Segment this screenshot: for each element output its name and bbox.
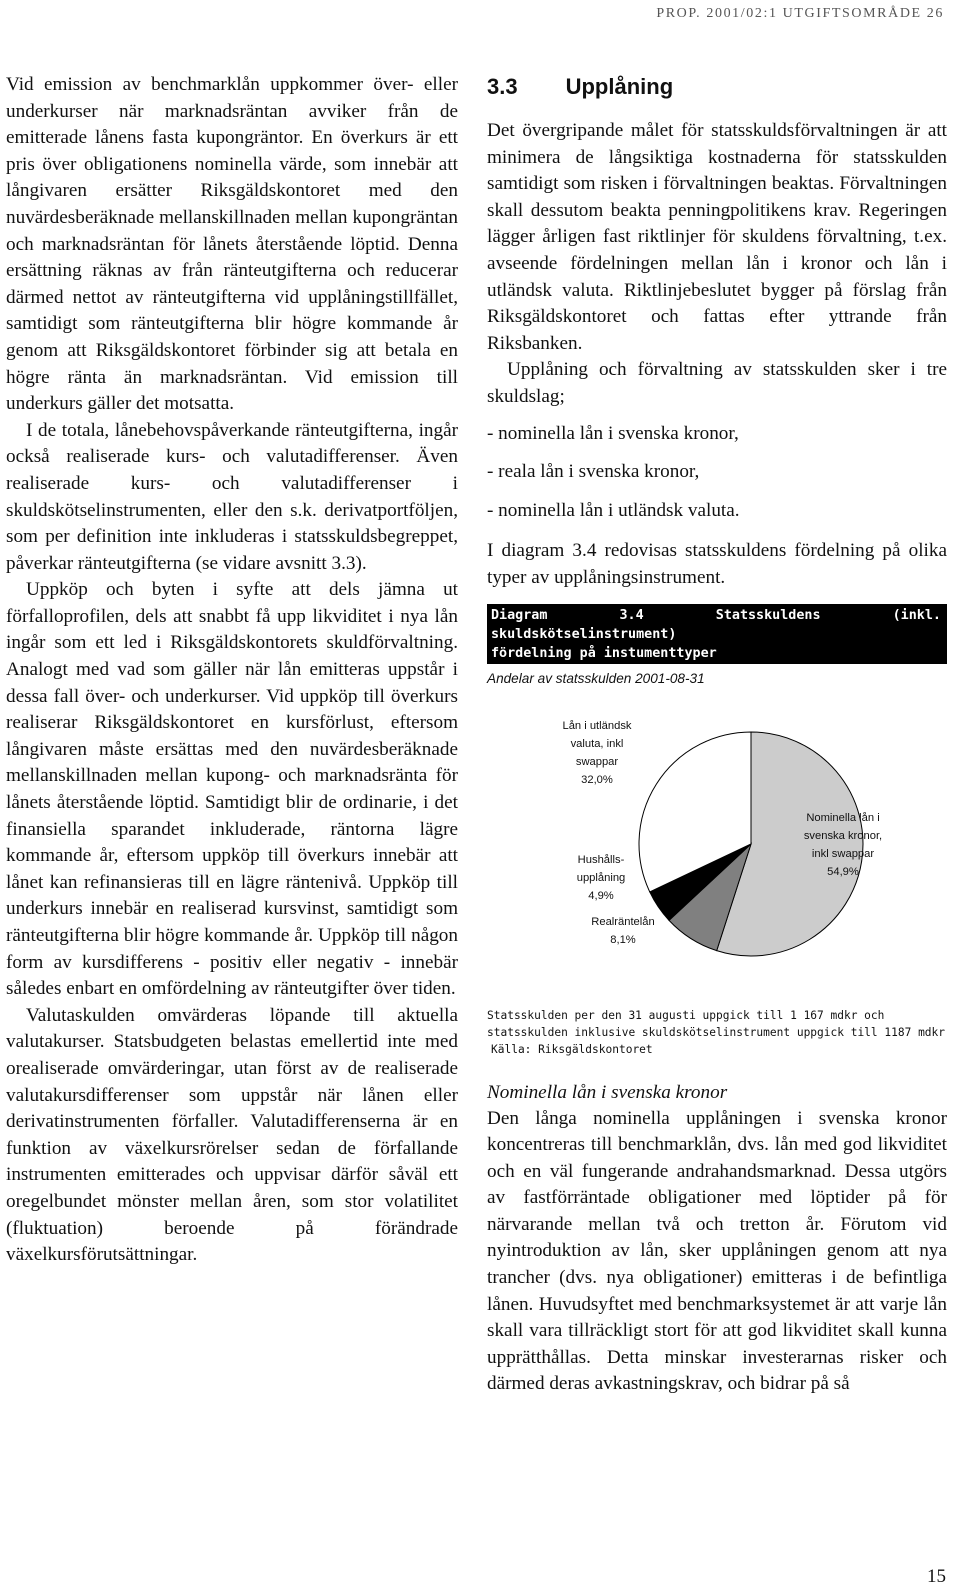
paragraph: Upplåning och förvaltning av statsskulden sker i tre skuldslag; xyxy=(487,359,947,407)
label-line: Hushålls- xyxy=(577,853,625,866)
list-item: - nominella lån i svenska kronor, xyxy=(487,422,739,444)
left-column xyxy=(6,72,458,1269)
label-value: 32,0% xyxy=(581,773,613,786)
diagram xyxy=(487,604,947,1058)
paragraph: Den långa nominella upplåningen i svenska kronor koncentreras till benchmarklån, dvs. lån med god likviditet och en väl fungerande andrahandsmarknad. Dessa utgörs av fastförräntade obligationer med löptider på för närvarande mellan två och tretton år. Förutom vid nyintroduktion av lån, sker upplåningen genom att nya trancher (dvs. nya obligationer) emitteras i de befintliga lånen. Huvudsyftet med benchmarksystemet är att varje lån skall vara tillräckligt stort för att god likviditet skall kunna upprätthållas. Detta minskar investerarnas risker och därmed deras avkastningskrav, och bidrar på så xyxy=(487,1107,947,1395)
debt-type-list xyxy=(487,421,947,525)
label-foreign xyxy=(549,717,645,789)
list-item: - nominella lån i utländsk valuta. xyxy=(487,499,740,521)
label-line: valuta, inkl xyxy=(570,737,624,750)
label-value: 4,9% xyxy=(588,889,614,902)
label-value: 8,1% xyxy=(610,933,636,946)
diagram-subtitle: Andelar av statsskulden 2001-08-31 xyxy=(487,670,705,686)
diagram-source: Källa: Riksgäldskontoret xyxy=(491,1042,653,1056)
diagram-note: Statsskulden per den 31 augusti uppgick till 1 167 mdkr och statsskulden inklusive skuldskötselinstrument uppgick till 1187 mdkr xyxy=(487,1008,946,1039)
section-title: Upplåning xyxy=(565,74,674,99)
label-line: svenska kronor, xyxy=(803,829,883,842)
label-line: upplåning xyxy=(576,871,626,884)
section-heading xyxy=(487,72,947,102)
paragraph: Uppköp och byten i syfte att dels jämna ut förfalloprofilen, dels att snabbt få upp likviditet i nya lån ingår som ett led i Riksgäldskontorets skuldförvaltning. Analogt med vad som gäller när lån emitteras uppstår i dessa fall över- och underkurser. Vid uppköp till överkurs realiserar Riksgäldskontoret en kursförlust, eftersom långivaren måste ersättas med den nuvärdesberäknade mellanskillnaden mellan kupong- och marknadsränta för lånets återstående löptid. Samtidigt blir de ordinarie, i det finansiella sparandet inkluderade, räntorna lägre kommande år, eftersom uppköp till överkurs innebär att lånet kan refinansieras till en lägre räntenivå. Uppköp till underkurs innebär en realiserad kursvinst, samtidigt som ränteutgifterna blir högre kommande år. Uppköp till någon form av kursdifferens - positiv eller negativ - innebär således enbart en omfördelning av ränteutgifter över tiden. xyxy=(6,579,458,1000)
subheading: Nominella lån i svenska kronor xyxy=(487,1081,728,1103)
label-line: Nominella lån i xyxy=(806,811,880,824)
right-column xyxy=(487,72,947,1398)
label-nominal-sek xyxy=(791,809,895,881)
paragraph: Det övergripande målet för statsskuldsförvaltningen är att minimera de långsiktiga kostnaderna för statsskulden samtidigt som risken i förvaltningen beaktas. Förvaltningen skall dessutom beakta penningpolitikens krav. Regeringen lägger årligen fast riktlinjer för skuldens förvaltning, t.ex. avseende fördelningen mellan lån i kronor och lån i utländsk valuta. Riktlinjebeslutet bygger på förslag från Riksgäldskontoret och fattas efter yttrande från Riksbanken. xyxy=(487,120,947,354)
label-line: swappar xyxy=(575,755,619,768)
label-line: Realräntelån xyxy=(591,915,655,928)
label-household xyxy=(561,851,641,905)
diagram-title-line: Diagram 3.4 Statsskuldens (inkl. skuldskötselinstrument) xyxy=(491,607,941,642)
list-item: - reala lån i svenska kronor, xyxy=(487,461,700,483)
paragraph: I de totala, lånebehovspåverkande ränteutgifterna, ingår också realiserade kurs- och valutadifferenser. Även realiserade kurs- och valutadifferenser i skuldskötselinstrumenten, eller den s.k. derivatportföljen, som per definition inte inkluderas i statsskuldsbegreppet, påverkar ränteutgifterna (se vidare avsnitt 3.3). xyxy=(6,419,458,574)
label-value: 54,9% xyxy=(827,865,859,878)
section-number: 3.3 xyxy=(487,74,518,99)
paragraph: Vid emission av benchmarklån uppkommer över- eller underkurser när marknadsräntan avviker från de emitterade lånens fasta kupongräntor. En överkurs är ett pris över obligationens nominella värde, som innebär att långivaren ersätter Riksgäldskontoret med den nuvärdesberäknade mellanskillnaden mellan kupongräntan och marknadsräntan för lånets återstående löptid. Denna ersättning räknas av från ränteutgifterna och reducerar därmed nettot av ränteutgifterna vid upplåningstillfället, samtidigt som ränteutgifterna blir högre kommande år genom att Riksgäldskontoret förbinder sig att betala en högre ränta än marknadsräntan. Vid emission till underkurs gäller det motsatta. xyxy=(6,74,458,415)
pie-chart xyxy=(487,689,947,1007)
label-line: Lån i utländsk xyxy=(562,719,632,732)
diagram-title xyxy=(487,604,947,664)
paragraph: I diagram 3.4 redovisas statsskuldens fördelning på olika typer av upplåningsinstrument. xyxy=(487,540,947,588)
paragraph: Valutaskulden omvärderas löpande till aktuella valutakurser. Statsbudgeten belastas emellertid inte med orealiserade omvärderingar, utan först av de realiserade valutakursdifferenser som uppstår när lånen eller derivatinstrumenten förfaller. Valutadifferenserna är en funktion av växelkursrörelser sedan de förfallande instrumenten emitterades och uppvisar därför såväl ett oregelbundet mönster mellan åren, som stor volatilitet (fluktuation) beroende på förändrade växelkursförutsättningar. xyxy=(6,1004,458,1266)
running-head: PROP. 2001/02:1 UTGIFTSOMRÅDE 26 xyxy=(656,6,944,21)
diagram-title-line: fördelning på instumenttyper xyxy=(491,645,717,661)
page-number: 15 xyxy=(927,1566,946,1587)
label-line: inkl swappar xyxy=(811,847,875,860)
label-real xyxy=(583,913,663,949)
